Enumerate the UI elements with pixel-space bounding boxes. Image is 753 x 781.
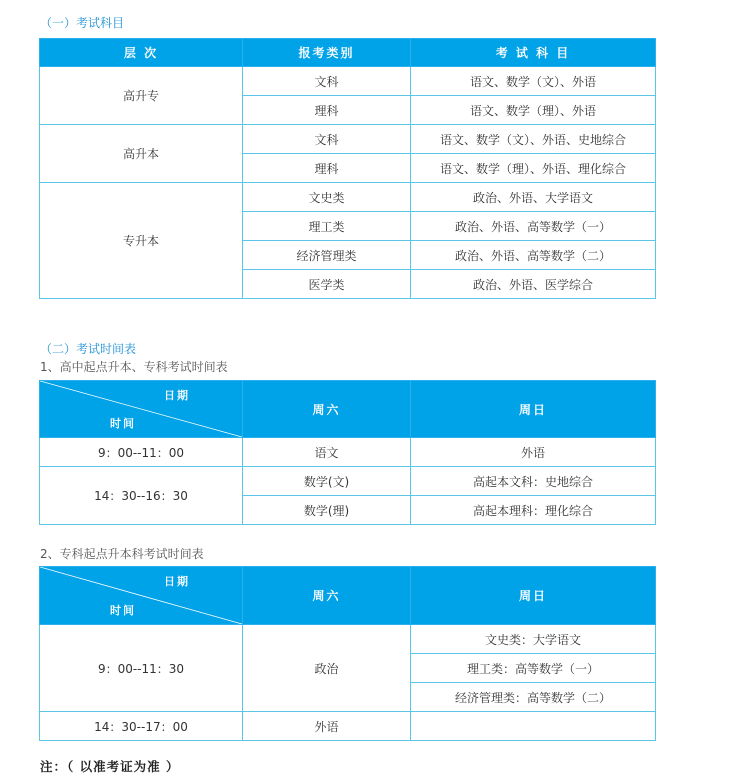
- time-cell: 14：30--17：00: [40, 712, 243, 741]
- subjects-cell: 政治、外语、高等数学（二）: [411, 241, 656, 270]
- schedule2-table: [39, 566, 656, 741]
- table-row: [40, 467, 656, 496]
- subjects-cell: 语文、数学（文）、外语: [411, 67, 656, 96]
- table-row: [40, 712, 656, 741]
- category-cell: 经济管理类: [243, 241, 411, 270]
- diagonal-header: [40, 381, 243, 438]
- time-cell: 9：00--11：30: [40, 625, 243, 712]
- sunday-cell: 文史类：大学语文: [411, 625, 656, 654]
- table-row: [40, 183, 656, 212]
- subjects-cell: 政治、外语、医学综合: [411, 270, 656, 299]
- schedule1-table: [39, 380, 656, 525]
- subjects-cell: 政治、外语、大学语文: [411, 183, 656, 212]
- table-row: [40, 625, 656, 654]
- saturday-cell: 数学(理): [243, 496, 411, 525]
- time-cell: 9：00--11：00: [40, 438, 243, 467]
- category-cell: 理科: [243, 154, 411, 183]
- table-row: [40, 438, 656, 467]
- sunday-cell: 外语: [411, 438, 656, 467]
- table-row: [40, 125, 656, 154]
- level-cell: 专升本: [40, 183, 243, 299]
- category-cell: 文科: [243, 67, 411, 96]
- header-level: 层 次: [40, 39, 243, 67]
- header-sunday: 周日: [411, 381, 656, 438]
- header-subjects: 考 试 科 目: [411, 39, 656, 67]
- saturday-cell: 外语: [243, 712, 411, 741]
- category-cell: 文科: [243, 125, 411, 154]
- sunday-cell: [411, 712, 656, 741]
- subjects-cell: 政治、外语、高等数学（一）: [411, 212, 656, 241]
- time-cell: 14：30--16：30: [40, 467, 243, 525]
- saturday-cell: 数学(文): [243, 467, 411, 496]
- schedule2-title: 2、专科起点升本科考试时间表: [40, 547, 204, 561]
- section2-heading: （二）考试时间表: [40, 342, 137, 356]
- sunday-cell: 高起本文科：史地综合: [411, 467, 656, 496]
- subjects-cell: 语文、数学（理）、外语、理化综合: [411, 154, 656, 183]
- date-label: 日期: [164, 389, 190, 402]
- table-row: [40, 67, 656, 96]
- sunday-cell: 经济管理类：高等数学（二）: [411, 683, 656, 712]
- date-label: 日期: [164, 575, 190, 588]
- saturday-cell: 政治: [243, 625, 411, 712]
- header-category: 报考类别: [243, 39, 411, 67]
- category-cell: 理工类: [243, 212, 411, 241]
- sunday-cell: 理工类：高等数学（一）: [411, 654, 656, 683]
- exam-subjects-table: [39, 38, 656, 299]
- category-cell: 文史类: [243, 183, 411, 212]
- subjects-cell: 语文、数学（文）、外语、史地综合: [411, 125, 656, 154]
- header-sunday: 周日: [411, 567, 656, 625]
- category-cell: 理科: [243, 96, 411, 125]
- level-cell: 高升本: [40, 125, 243, 183]
- section1-heading: （一）考试科目: [40, 16, 125, 30]
- saturday-cell: 语文: [243, 438, 411, 467]
- level-cell: 高升专: [40, 67, 243, 125]
- diagonal-header: [40, 567, 243, 625]
- time-label: 时间: [110, 417, 136, 430]
- time-label: 时间: [110, 604, 136, 617]
- note-text: 注：（ 以准考证为准 ）: [40, 759, 180, 774]
- category-cell: 医学类: [243, 270, 411, 299]
- schedule1-title: 1、高中起点升本、专科考试时间表: [40, 360, 228, 374]
- header-saturday: 周六: [243, 567, 411, 625]
- header-saturday: 周六: [243, 381, 411, 438]
- subjects-cell: 语文、数学（理）、外语: [411, 96, 656, 125]
- sunday-cell: 高起本理科：理化综合: [411, 496, 656, 525]
